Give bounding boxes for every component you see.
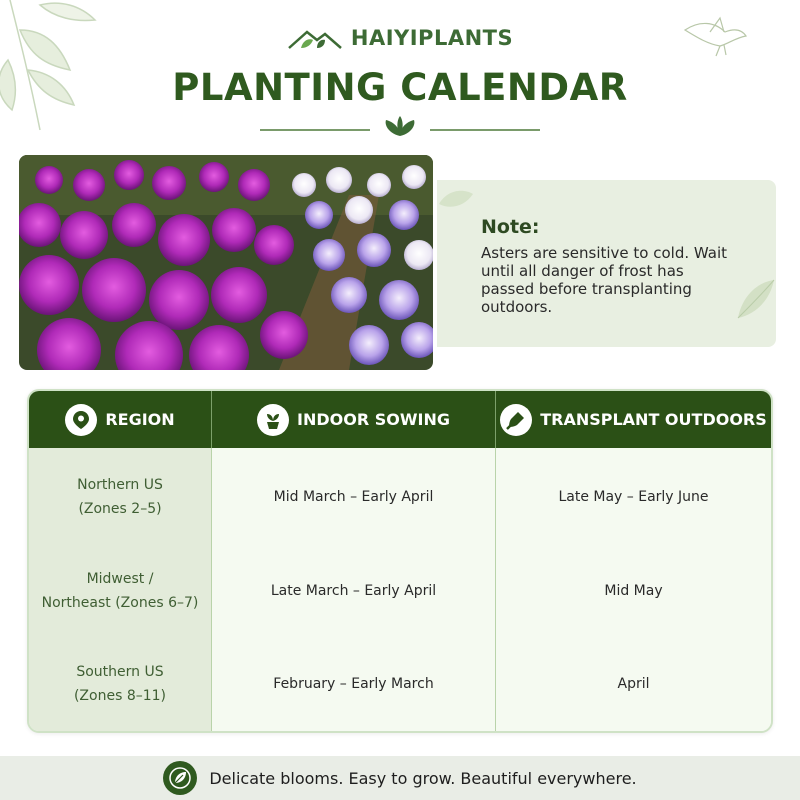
region-line2: (Zones 2–5) [78, 500, 162, 517]
header-transplant-label: TRANSPLANT OUTDOORS [540, 410, 767, 429]
indoor-sowing-cell: February – Early March [212, 636, 496, 731]
table-row [29, 636, 771, 731]
trowel-icon [500, 404, 532, 436]
decorative-leaf-icon [728, 270, 776, 330]
region-line1: Southern US [76, 663, 164, 680]
region-line2: Northeast (Zones 6–7) [41, 594, 199, 611]
house-leaf-icon [287, 26, 343, 50]
region-line1: Northern US [77, 476, 163, 493]
title-divider [250, 116, 550, 140]
note-card [437, 180, 776, 347]
region-line1: Midwest / [86, 570, 154, 587]
decorative-leaf-icon [437, 184, 477, 224]
leaf-badge-icon [163, 761, 197, 795]
sprout-icon [386, 116, 415, 136]
transplant-cell: April [496, 636, 771, 731]
planting-table [27, 389, 773, 733]
table-header [29, 391, 771, 448]
table-row [29, 545, 771, 636]
map-pin-icon [65, 404, 97, 436]
region-cell [29, 545, 212, 636]
note-text: Asters are sensitive to cold. Wait until all danger of frost has passed before transplanting outdoors. [481, 244, 728, 316]
header-transplant-outdoors [496, 391, 771, 448]
header-indoor-label: INDOOR SOWING [297, 410, 450, 429]
page-title: PLANTING CALENDAR [172, 66, 628, 109]
footer-band [0, 756, 800, 800]
footer-tagline: Delicate blooms. Easy to grow. Beautiful everywhere. [209, 768, 637, 788]
table-row [29, 448, 771, 545]
region-line2: (Zones 8–11) [73, 687, 167, 704]
indoor-sowing-cell: Mid March – Early April [212, 448, 496, 545]
brand-header [0, 26, 800, 50]
header-indoor-sowing [212, 391, 496, 448]
header-region [29, 391, 212, 448]
seedling-pot-icon [257, 404, 289, 436]
transplant-cell: Mid May [496, 545, 771, 636]
brand-name: HAIYIPLANTS [350, 26, 514, 50]
note-heading: Note: [481, 216, 540, 238]
table-body [29, 448, 771, 731]
region-cell [29, 636, 212, 731]
aster-flowers-photo [19, 155, 433, 370]
transplant-cell: Late May – Early June [496, 448, 771, 545]
region-cell [29, 448, 212, 545]
indoor-sowing-cell: Late March – Early April [212, 545, 496, 636]
header-region-label: REGION [105, 410, 175, 429]
